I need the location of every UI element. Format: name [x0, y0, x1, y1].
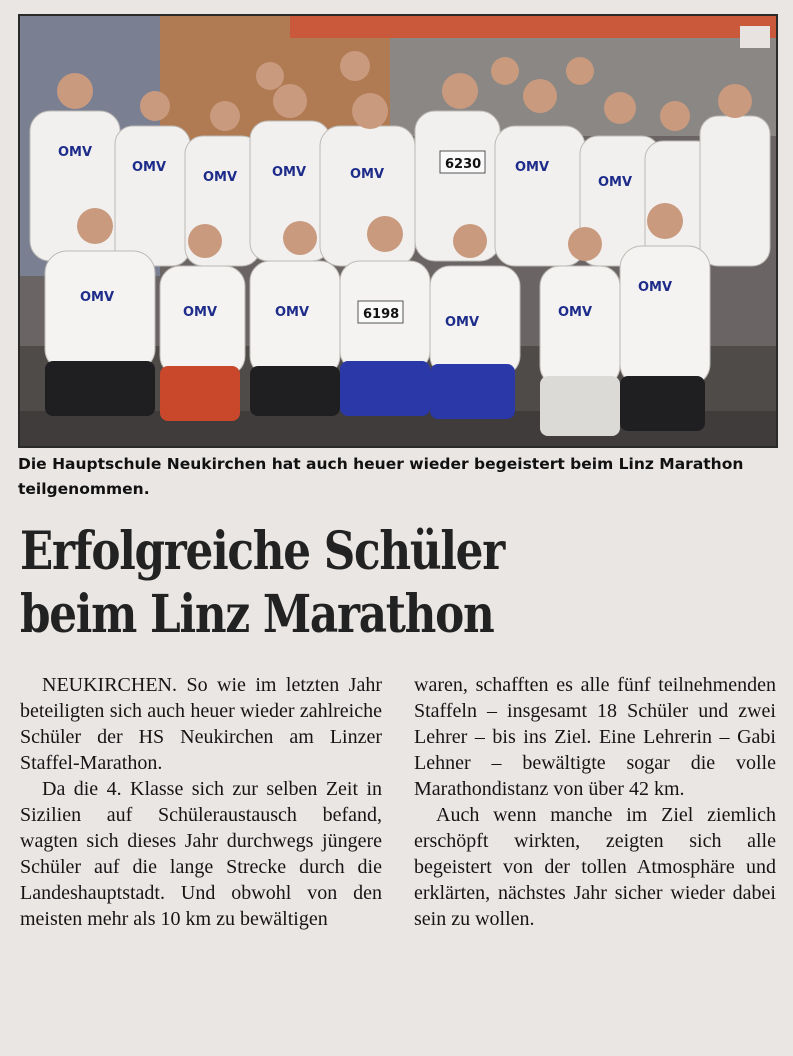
photo-caption: Die Hauptschule Neukirchen hat auch heuer wieder begeistert beim Linz Marathon teilgenommen.: [18, 455, 744, 498]
svg-text:OMV: OMV: [183, 305, 218, 320]
article-headline: [20, 520, 658, 646]
article-paragraph: waren, schafften es alle fünf teilnehmenden Staffeln – insgesamt 18 Schüler und zwei Lehrer – bis ins Ziel. Eine Lehrerin – Gabi Lehner – bewältigte sogar die volle Marathondistanz von über 42 km.: [414, 674, 776, 800]
article-paragraph: Auch wenn manche im Ziel ziemlich erschöpft wirkten, zeigten sich alle begeistert von der tollen Atmosphäre und erklärten, nächstes Jahr sicher wieder dabei sein zu wollen.: [414, 804, 776, 930]
headline-line-1: Erfolgreiche Schüler: [20, 521, 504, 582]
svg-text:OMV: OMV: [132, 160, 167, 175]
svg-text:OMV: OMV: [275, 305, 310, 320]
svg-text:OMV: OMV: [598, 175, 633, 190]
headline-line-2: beim Linz Marathon: [20, 584, 494, 645]
svg-text:OMV: OMV: [80, 290, 115, 305]
article-column-left: [20, 672, 382, 932]
bib-number-1: 6230: [445, 157, 482, 172]
article-paragraph: NEUKIRCHEN. So wie im letzten Jahr beteiligten sich auch heuer wieder zahlreiche Schüler der HS Neukirchen am Linzer Staffel-Marathon.: [20, 674, 382, 774]
svg-text:OMV: OMV: [203, 170, 238, 185]
group-photo-illustration: [20, 16, 776, 446]
svg-text:OMV: OMV: [445, 315, 480, 330]
article-column-right: [414, 672, 776, 932]
svg-text:OMV: OMV: [350, 167, 385, 182]
svg-text:OMV: OMV: [638, 280, 673, 295]
svg-text:OMV: OMV: [272, 165, 307, 180]
article-paragraph: Da die 4. Klasse sich zur selben Zeit in Sizilien auf Schüleraustausch befand, wagten sich dieses Jahr durchwegs jüngere Schüler auf die lange Strecke durch die Landeshauptstadt. Und obwohl von den meisten mehr als 10 km zu bewältigen: [20, 778, 382, 930]
svg-text:OMV: OMV: [515, 160, 550, 175]
svg-text:OMV: OMV: [58, 145, 93, 160]
svg-text:OMV: OMV: [558, 305, 593, 320]
group-photo: [18, 14, 778, 448]
bib-number-2: 6198: [363, 307, 400, 322]
